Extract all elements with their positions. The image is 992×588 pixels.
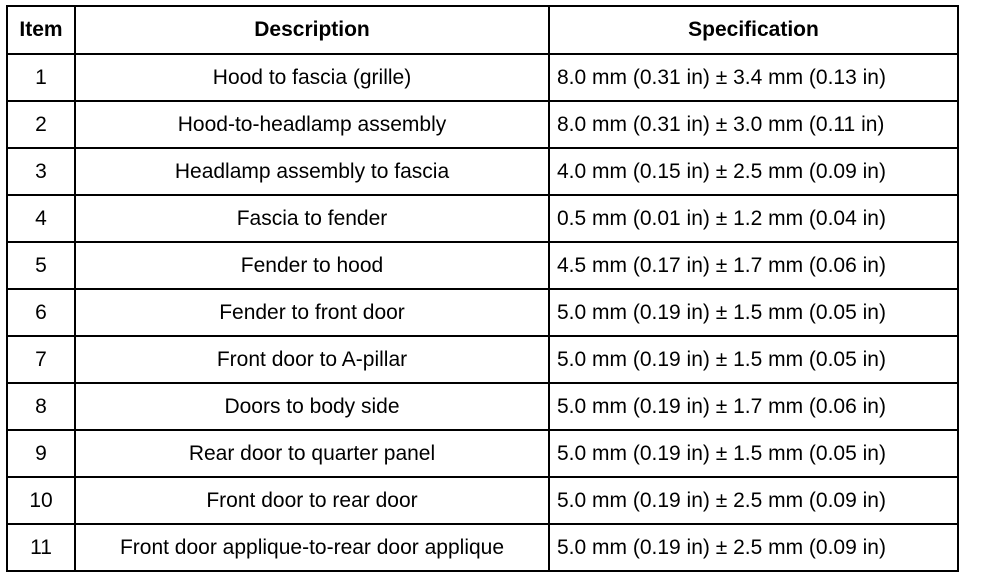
item-cell: 8 xyxy=(7,383,75,430)
table-row xyxy=(7,477,958,524)
description-cell: Doors to body side xyxy=(75,383,549,430)
item-cell: 4 xyxy=(7,195,75,242)
table-row xyxy=(7,430,958,477)
specification-cell: 5.0 mm (0.19 in) ± 1.7 mm (0.06 in) xyxy=(549,383,958,430)
description-cell: Fascia to fender xyxy=(75,195,549,242)
table-row xyxy=(7,195,958,242)
specification-cell: 5.0 mm (0.19 in) ± 2.5 mm (0.09 in) xyxy=(549,524,958,571)
description-cell: Headlamp assembly to fascia xyxy=(75,148,549,195)
header-row xyxy=(7,6,958,54)
item-cell: 1 xyxy=(7,54,75,101)
specification-table-container xyxy=(6,5,959,572)
header-item: Item xyxy=(7,6,75,54)
specification-cell: 8.0 mm (0.31 in) ± 3.0 mm (0.11 in) xyxy=(549,101,958,148)
description-cell: Hood to fascia (grille) xyxy=(75,54,549,101)
specification-cell: 8.0 mm (0.31 in) ± 3.4 mm (0.13 in) xyxy=(549,54,958,101)
item-cell: 5 xyxy=(7,242,75,289)
table-row xyxy=(7,289,958,336)
description-cell: Front door to A-pillar xyxy=(75,336,549,383)
table-row xyxy=(7,524,958,571)
specification-cell: 5.0 mm (0.19 in) ± 1.5 mm (0.05 in) xyxy=(549,430,958,477)
item-cell: 7 xyxy=(7,336,75,383)
table-body xyxy=(7,54,958,571)
table-row xyxy=(7,242,958,289)
description-cell: Fender to hood xyxy=(75,242,549,289)
table-row xyxy=(7,54,958,101)
description-cell: Front door applique-to-rear door applique xyxy=(75,524,549,571)
description-cell: Fender to front door xyxy=(75,289,549,336)
item-cell: 6 xyxy=(7,289,75,336)
table-row xyxy=(7,101,958,148)
specification-cell: 0.5 mm (0.01 in) ± 1.2 mm (0.04 in) xyxy=(549,195,958,242)
table-header xyxy=(7,6,958,54)
gap-specification-table xyxy=(6,5,959,572)
table-row xyxy=(7,383,958,430)
header-description: Description xyxy=(75,6,549,54)
specification-cell: 5.0 mm (0.19 in) ± 1.5 mm (0.05 in) xyxy=(549,289,958,336)
description-cell: Hood-to-headlamp assembly xyxy=(75,101,549,148)
item-cell: 3 xyxy=(7,148,75,195)
item-cell: 11 xyxy=(7,524,75,571)
item-cell: 9 xyxy=(7,430,75,477)
specification-cell: 5.0 mm (0.19 in) ± 1.5 mm (0.05 in) xyxy=(549,336,958,383)
specification-cell: 4.5 mm (0.17 in) ± 1.7 mm (0.06 in) xyxy=(549,242,958,289)
header-specification: Specification xyxy=(549,6,958,54)
description-cell: Rear door to quarter panel xyxy=(75,430,549,477)
item-cell: 2 xyxy=(7,101,75,148)
item-cell: 10 xyxy=(7,477,75,524)
table-row xyxy=(7,148,958,195)
specification-cell: 5.0 mm (0.19 in) ± 2.5 mm (0.09 in) xyxy=(549,477,958,524)
specification-cell: 4.0 mm (0.15 in) ± 2.5 mm (0.09 in) xyxy=(549,148,958,195)
description-cell: Front door to rear door xyxy=(75,477,549,524)
table-row xyxy=(7,336,958,383)
